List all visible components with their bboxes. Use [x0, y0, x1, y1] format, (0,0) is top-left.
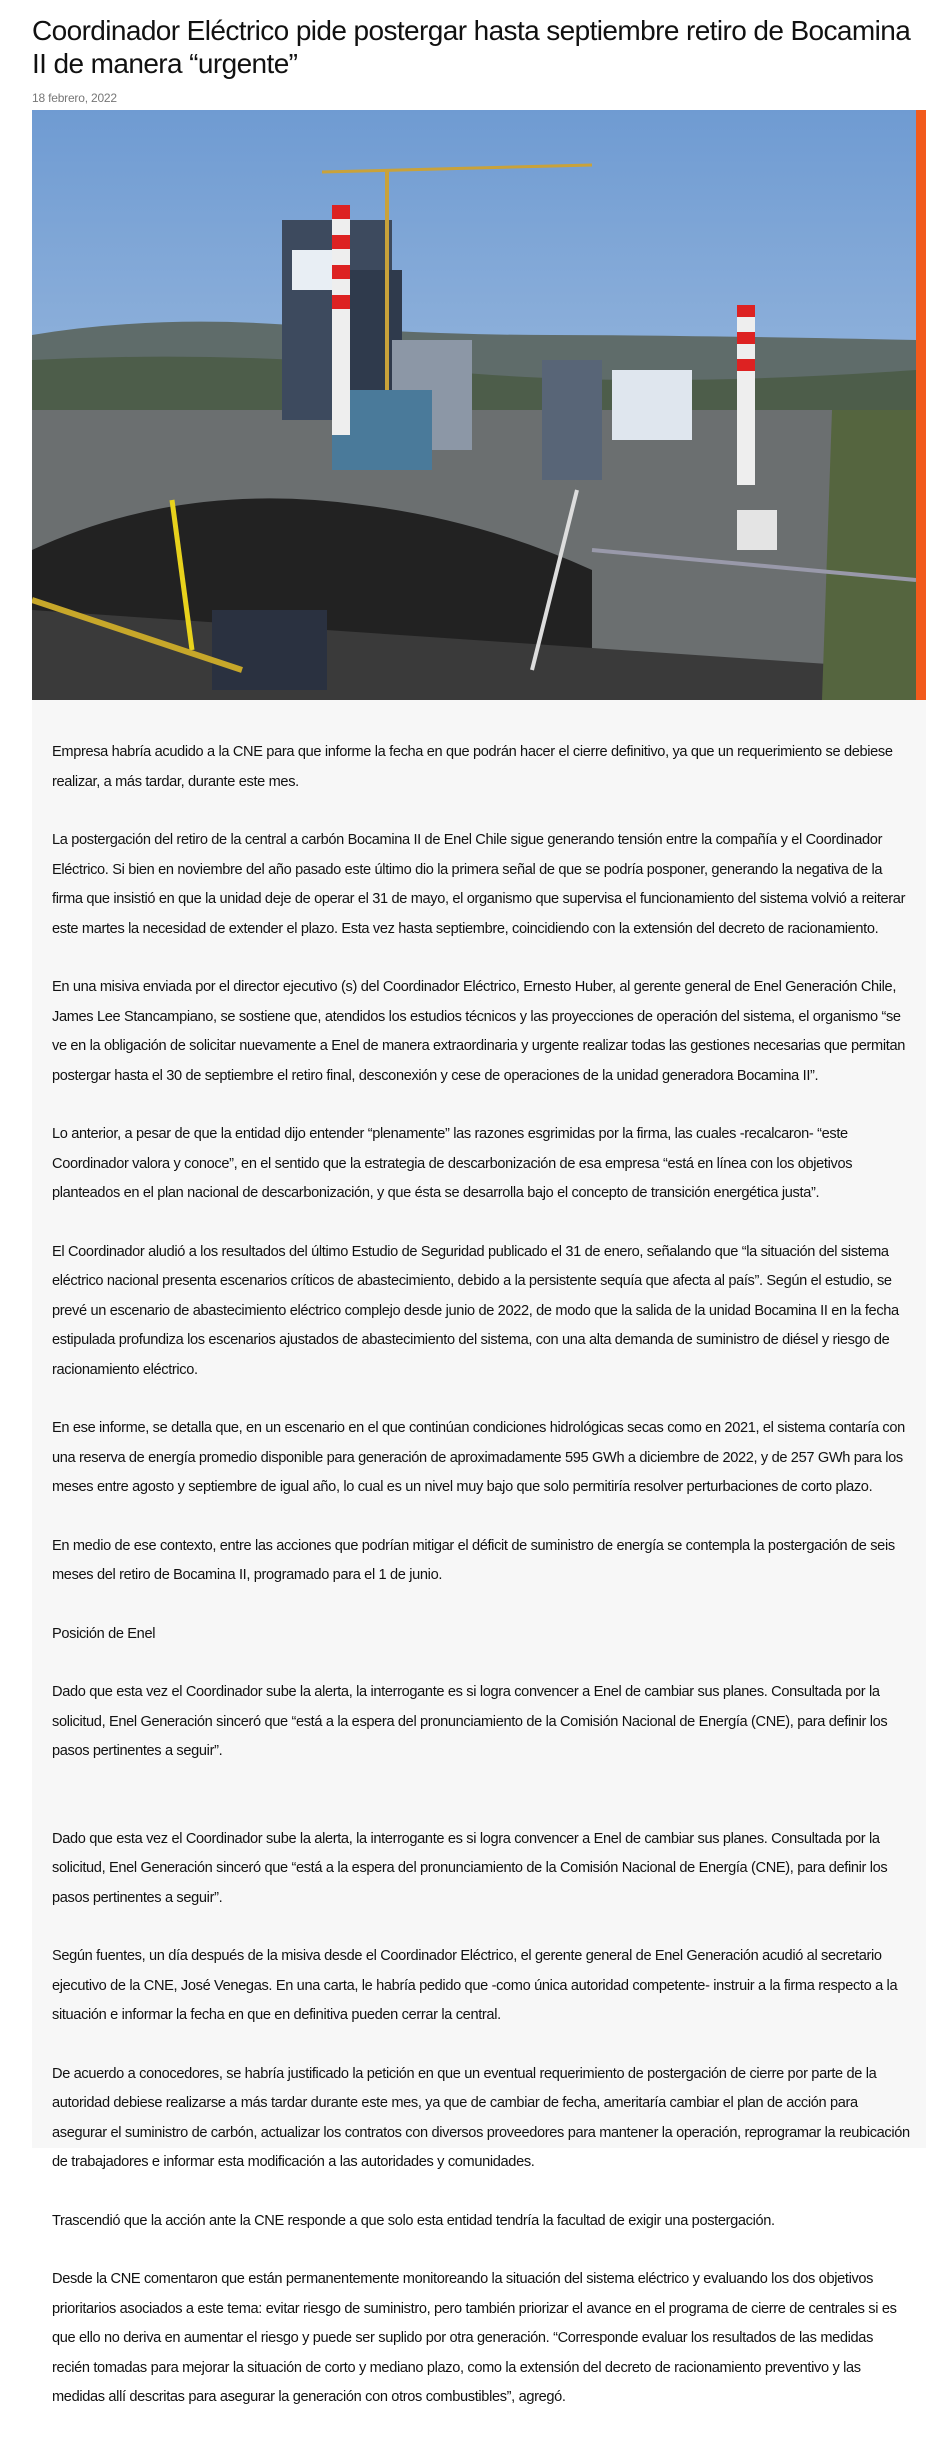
article-paragraph: Desde la CNE comentaron que están permanentemente monitoreando la situación del sistema eléctrico y evaluando los dos objetivos prioritarios asociados a este tema: evitar riesgo de suministro, pero también priorizar el avance en el programa de cierre de centrales si es que ello no deriva en aumentar el riesgo y puede ser suplido por otra generación. “Corresponde evaluar los resultados de las medidas recién tomadas para mejorar la situación de corto y mediano plazo, como la extensión del decreto de racionamiento preventivo y las medidas allí descritas para asegurar la generación con otros combustibles”, agregó.	[52, 2271, 897, 2405]
accent-strip	[916, 110, 926, 706]
article-body-container	[32, 700, 926, 2405]
article-subheading: Posición de Enel	[52, 1625, 156, 1642]
power-plant-illustration	[32, 110, 916, 700]
article-paragraph: Dado que esta vez el Coordinador sube la alerta, la interrogante es si logra convencer a Enel de cambiar sus planes. Consultada por la solicitud, Enel Generación sinceró que “está a la espera del pronunciamiento de la Comisión Nacional de Energía (CNE), para definir los pasos pertinentes a seguir”.	[52, 1684, 888, 1759]
chimney-left	[332, 205, 350, 435]
article-paragraph: De acuerdo a conocedores, se habría justificado la petición en que un eventual requerimiento de postergación de cierre por parte de la autoridad debiese realizarse a más tardar durante este mes, ya que de cambiar de fecha, ameritaría cambiar el plan de acción para asegurar el suministro de carbón, actualizar los contratos con diversos proveedores para mantener la operación, reprogramar la reubicación de trabajadores e informar esta modificación a las autoridades y comunidades.	[52, 2065, 910, 2170]
article-paragraph: Según fuentes, un día después de la misiva desde el Coordinador Eléctrico, el gerente general de Enel Generación acudió al secretario ejecutivo de la CNE, José Venegas. En una carta, le habría pedido que -como única autoridad competente- instruir a la firma respecto a la situación e informar la fecha en que en definitiva pueden cerrar la central.	[52, 1948, 898, 2023]
article-paragraph: La postergación del retiro de la central a carbón Bocamina II de Enel Chile sigue generando tensión entre la compañía y el Coordinador Eléctrico. Si bien en noviembre del año pasado este último dio la primera señal de que se podría posponer, generando la negativa de la firma que insistió en que la unidad deje de operar el 31 de mayo, el organismo que supervisa el funcionamiento del sistema volvió a reiterar este martes la necesidad de extender el plazo. Esta vez hasta septiembre, coincidiendo con la extensión del decreto de racionamiento.	[52, 832, 906, 937]
article-body	[52, 738, 910, 2442]
article-date: 18 febrero, 2022	[32, 91, 117, 105]
article-paragraph: En ese informe, se detalla que, en un escenario en el que continúan condiciones hidrológicas secas como en 2021, el sistema contaría con una reserva de energía promedio disponible para generación de aproximadamente 595 GWh a diciembre de 2022, y de 257 GWh para los meses entre agosto y septiembre de igual año, lo cual es un nivel muy bajo que solo permitiría resolver perturbaciones de corto plazo.	[52, 1420, 905, 1495]
article-paragraph: Trascendió que la acción ante la CNE responde a que solo esta entidad tendría la facultad de exigir una postergación.	[52, 2212, 775, 2229]
chimney-right	[737, 305, 755, 485]
article-title: Coordinador Eléctrico pide postergar hasta septiembre retiro de Bocamina II de manera “urgente”	[32, 15, 911, 79]
article-paragraph: El Coordinador aludió a los resultados del último Estudio de Seguridad publicado el 31 de enero, señalando que “la situación del sistema eléctrico nacional presenta escenarios críticos de abastecimiento, debido a la persistente sequía que afecta al país”. Según el estudio, se prevé un escenario de abastecimiento eléctrico complejo desde junio de 2022, de modo que la salida de la unidad Bocamina II en la fecha estipulada profundiza los escenarios ajustados de abastecimiento del sistema, con una alta demanda de suministro de diésel y riesgo de racionamiento eléctrico.	[52, 1243, 899, 1378]
article-paragraph: Lo anterior, a pesar de que la entidad dijo entender “plenamente” las razones esgrimidas por la firma, las cuales -recalcaron- “este Coordinador valora y conoce”, en el sentido que la estrategia de descarbonización de esa empresa “está en línea con los objetivos planteados en el plan nacional de descarbonización, y que ésta se desarrolla bajo el concepto de transición energética justa”.	[52, 1126, 853, 1201]
article-paragraph: En una misiva enviada por el director ejecutivo (s) del Coordinador Eléctrico, Ernesto Huber, al gerente general de Enel Generación Chile, James Lee Stancampiano, se sostiene que, atendidos los estudios técnicos y las proyecciones de operación del sistema, el organismo “se ve en la obligación de solicitar nuevamente a Enel de manera extraordinaria y urgente realizar todas las gestiones necesarias que permitan postergar hasta el 30 de septiembre el retiro final, desconexión y cese de operaciones de la unidad generadora Bocamina II”.	[52, 979, 905, 1084]
article-photo-power-plant	[32, 110, 916, 700]
article-lead: Empresa habría acudido a la CNE para que informe la fecha en que podrán hacer el cierre definitivo, ya que un requerimiento se debiese realizar, a más tardar, durante este mes.	[52, 744, 893, 790]
article-paragraph: En medio de ese contexto, entre las acciones que podrían mitigar el déficit de suministro de energía se contempla la postergación de seis meses del retiro de Bocamina II, programado para el 1 de junio.	[52, 1537, 895, 1583]
article-paragraph: Dado que esta vez el Coordinador sube la alerta, la interrogante es si logra convencer a Enel de cambiar sus planes. Consultada por la solicitud, Enel Generación sinceró que “está a la espera del pronunciamiento de la Comisión Nacional de Energía (CNE), para definir los pasos pertinentes a seguir”.	[52, 1830, 888, 1906]
